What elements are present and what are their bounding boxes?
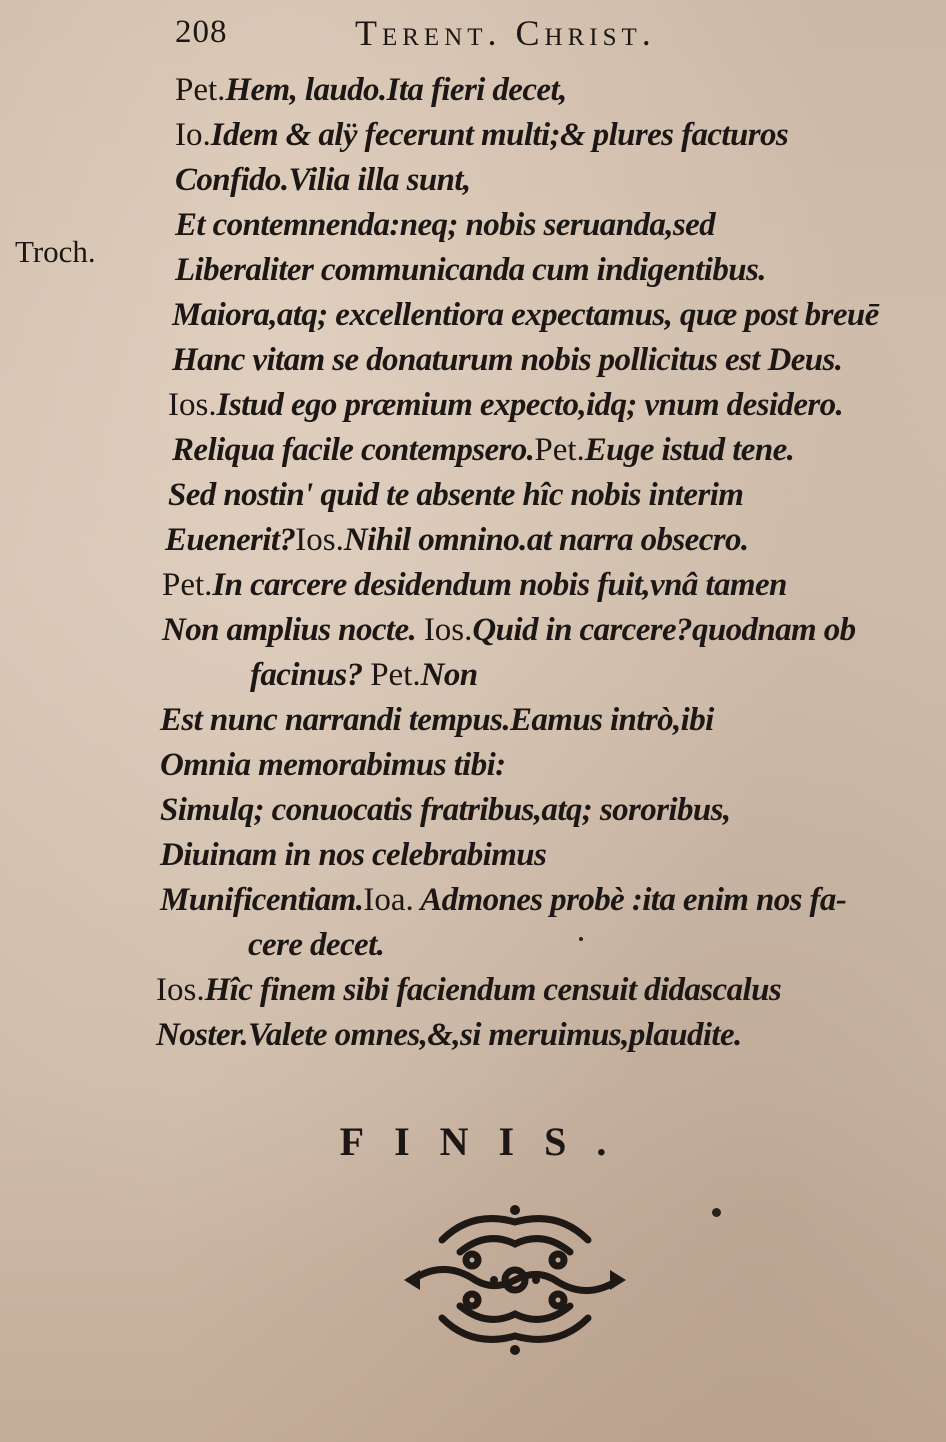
verse-fragment: Sed nostin' quid te absente hîc nobis interim: [168, 477, 744, 513]
speaker-name: Pet.: [162, 567, 213, 603]
verse-fragment: Maiora,atq; excellentiora expectamus, quæ post breuē: [172, 297, 879, 333]
verse-line: [160, 835, 546, 875]
speaker-name: Ios.: [156, 972, 205, 1008]
verse-line: [172, 340, 842, 380]
verse-line: [175, 250, 766, 290]
verse-line: [160, 880, 846, 920]
verse-line: [172, 430, 794, 470]
verse-fragment: Hîc finem sibi faciendum censuit didascalus: [204, 972, 782, 1008]
verse-line: [175, 70, 567, 110]
verse-fragment: cere decet.: [248, 927, 385, 963]
verse-fragment: Reliqua facile contempsero.: [172, 432, 535, 468]
page-number: 208: [175, 14, 228, 50]
verse-line: [175, 115, 788, 155]
verse-line: [248, 925, 384, 965]
verse-fragment: facinus?: [250, 657, 371, 693]
speaker-name: Pet.: [370, 657, 421, 693]
verse-fragment: Istud ego præmium expecto,idq; vnum desidero.: [216, 387, 844, 423]
finis-heading: FINIS.: [339, 1119, 637, 1164]
speaker-name: Ioa.: [363, 882, 414, 918]
verse-fragment: Hem, laudo.Ita fieri decet,: [225, 72, 567, 108]
verse-fragment: Liberaliter communicanda cum indigentibus.: [175, 252, 766, 288]
verse-line: [165, 520, 749, 560]
verse-fragment: Noster.Valete omnes,&,si meruimus,plaudite.: [156, 1017, 742, 1053]
verse-line: [156, 1015, 742, 1055]
ink-speck: [579, 937, 583, 941]
verse-line: [160, 790, 731, 830]
verse-fragment: Euenerit?: [165, 522, 296, 558]
verse-fragment: Simulq; conuocatis fratribus,atq; sororibus,: [160, 792, 731, 828]
speaker-name: Ios.: [168, 387, 217, 423]
speaker-name: Ios.: [295, 522, 344, 558]
ink-speck: [712, 1208, 721, 1217]
verse-fragment: In carcere desidendum nobis fuit,vnâ tamen: [212, 567, 787, 603]
verse-fragment: Euge istud tene.: [584, 432, 795, 468]
verse-fragment: Omnia memorabimus tibi:: [160, 747, 506, 783]
speaker-name: Pet.: [534, 432, 585, 468]
verse-fragment: Diuinam in nos celebrabimus: [160, 837, 547, 873]
verse-fragment: Non: [420, 657, 478, 693]
verse-fragment: Non amplius nocte.: [162, 612, 424, 648]
verse-line: [250, 655, 478, 695]
margin-note: Troch.: [15, 234, 96, 269]
speaker-name: Ios.: [423, 612, 473, 648]
verse-line: [168, 385, 843, 425]
speaker-name: Pet.: [175, 72, 226, 108]
running-head: [0, 10, 946, 56]
verse-line: [175, 205, 715, 245]
verse-line: [160, 745, 506, 785]
verse-line: [160, 700, 714, 740]
speaker-name: Io.: [175, 117, 211, 153]
verse-line: [162, 565, 787, 605]
verse-fragment: Admones probè :ita enim nos fa-: [413, 882, 847, 918]
verse-line: [162, 610, 856, 650]
verse-line: [172, 295, 879, 335]
verse-fragment: Munificentiam.: [160, 882, 364, 918]
verse-fragment: Nihil omnino.at narra obsecro.: [343, 522, 749, 558]
verse-line: [175, 160, 471, 200]
verse-fragment: Hanc vitam se donaturum nobis pollicitus est Deus.: [172, 342, 843, 378]
ornament-icon: [402, 1200, 628, 1360]
verse-fragment: Et contemnenda:neq; nobis seruanda,sed: [175, 207, 716, 243]
verse-line: [168, 475, 743, 515]
verse-fragment: Est nunc narrandi tempus.Eamus intrò,ibi: [160, 702, 714, 738]
verse-fragment: Quid in carcere?quodnam ob: [472, 612, 856, 648]
verse-line: [156, 970, 781, 1010]
running-title: Terent. Christ.: [355, 13, 656, 53]
verse-fragment: Confido.Vilia illa sunt,: [175, 162, 471, 198]
verse-fragment: Idem & alÿ fecerunt multi;& plures facturos: [210, 117, 789, 153]
